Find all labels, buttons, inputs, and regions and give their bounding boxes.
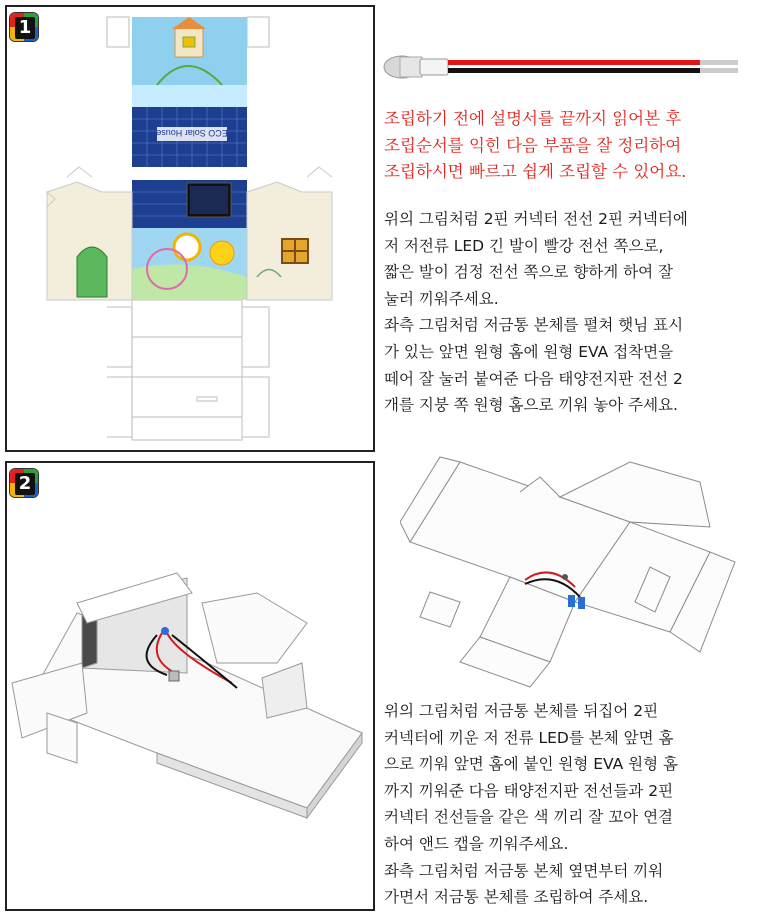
step2-instructions: 위의 그림처럼 저금통 본체를 뒤집어 2핀 커넥터에 끼운 저 전류 LED를 본체 앞면 홈 으로 끼워 앞면 홈에 붙인 원형 EVA 원형 홈 까지 끼워준 다음 태양전지판 전선들과 2핀 커넥터 전선들을 같은 색 끼리 잘 꼬아 연결 하여 앤드 캡을 끼워주세요. 좌측 그림처럼 저금통 본체 옆면부터 끼워 가면서 저금통 본체를 조립하여 주세요. [384, 702, 679, 907]
step2-image-panel [5, 461, 375, 911]
sun-icon [210, 241, 234, 265]
step1-image-panel [5, 5, 375, 452]
flat-net-diagram [400, 452, 740, 692]
eco-solar-house-label: ECO Solar House [156, 128, 228, 138]
assembly-3d-diagram [7, 463, 373, 909]
warning-text: 조립하기 전에 설명서를 끝까지 읽어본 후 조립순서를 익힌 다음 부품을 잘 정리하여 조립하시면 빠르고 쉽게 조립할 수 있어요. [384, 109, 687, 181]
step1-number: 1 [15, 17, 35, 39]
led-connector-image [380, 45, 740, 90]
step2-number: 2 [15, 473, 35, 495]
step1-instructions: 위의 그림처럼 2핀 커넥터 전선 2핀 커넥터에 저 저전류 LED 긴 발이 빨강 전선 쪽으로, 짧은 발이 검정 전선 쪽으로 향하게 하여 잘 눌러 끼워주세요. 좌측 그림처럼 저금통 본체를 펼쳐 햇님 표시 가 있는 앞면 원형 홈에 원형 EVA 접착면을 떼어 잘 눌러 붙여준 다음 태양전지판 전선 2 개를 지붕 쪽 원형 홈으로 끼워 놓아 주세요. [384, 210, 688, 415]
unfolded-house-diagram [7, 7, 373, 450]
